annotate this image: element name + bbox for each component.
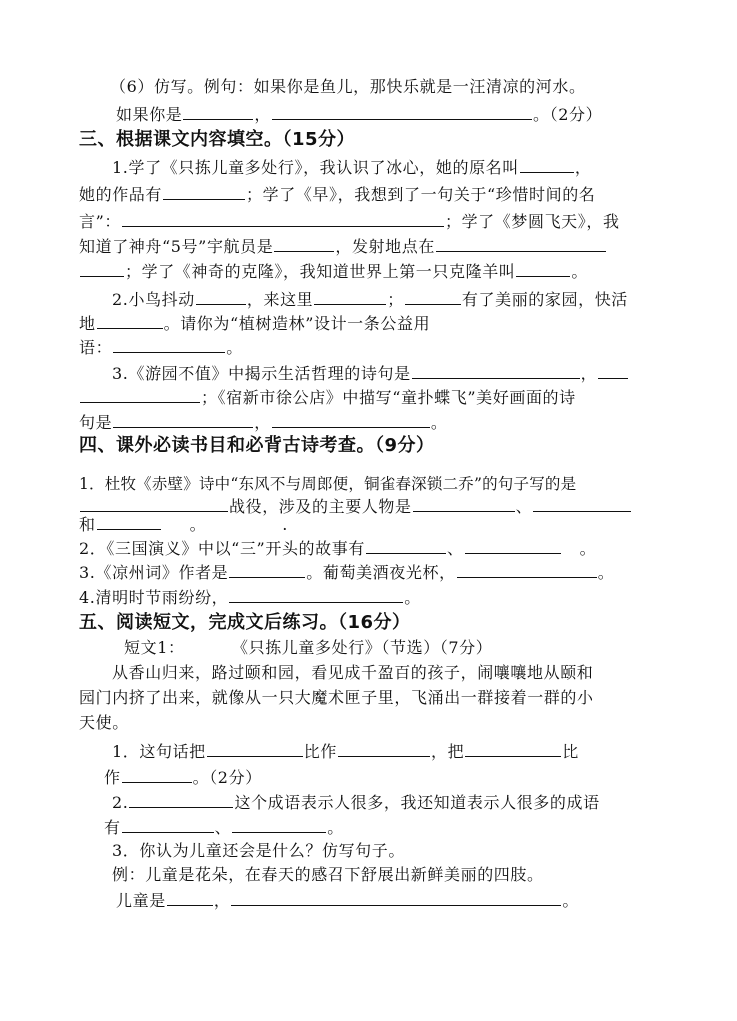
section-3-title: 三、根据课文内容填空。（15分） — [79, 129, 356, 150]
blank[interactable] — [465, 537, 561, 554]
s3-q3-line3: 句是 ， 。 — [79, 413, 448, 432]
s4-q4: 4.清明时节雨纷纷， 。 — [79, 588, 421, 607]
passage-label: 短文1： — [124, 638, 185, 657]
q6-example: （6）仿写。例句：如果你是鱼儿，那快乐就是一汪清凉的河水。 — [110, 77, 586, 96]
blank[interactable] — [196, 288, 246, 305]
s3-q2-line2: 地 。请你为“植树造林”设计一条公益用 — [79, 314, 431, 333]
blank[interactable] — [80, 495, 228, 512]
blank[interactable] — [533, 495, 631, 512]
blank[interactable] — [163, 183, 245, 200]
blank[interactable] — [229, 561, 305, 578]
passage-line-3: 天使。 — [79, 713, 129, 732]
blank[interactable] — [274, 235, 334, 252]
blank[interactable] — [229, 586, 403, 603]
section-4-title: 四、课外必读书目和必背古诗考查。（9分） — [79, 435, 435, 456]
blank[interactable] — [97, 312, 163, 329]
s3-q1-line2: 她的作品有 ；学了《早》，我想到了一句关于“珍惜时间的名 — [79, 185, 596, 204]
blank[interactable] — [366, 537, 446, 554]
s5-q3-line1: 3．你认为儿童还会是什么？仿写句子。 — [112, 841, 405, 860]
s5-q3-answer-line: 儿童是 ， 。 — [116, 891, 580, 910]
s3-q1-line3: 言”： ；学了《梦圆飞天》，我 — [79, 212, 620, 231]
s3-q1-line1: 1.学了《只拣儿童多处行》，我认识了冰心，她的原名叫 ， — [112, 158, 592, 177]
s4-q1-line2: 战役，涉及的主要人物是 、 — [79, 495, 632, 518]
s3-q3-line2: ；《宿新市徐公店》中描写“童扑蝶飞”美好画面的诗 — [79, 386, 576, 409]
blank[interactable] — [97, 513, 161, 530]
blank[interactable] — [436, 235, 606, 252]
s3-q2-line1: 2.小鸟抖动 ，来这里 ； 有了美丽的家园，快活 — [112, 290, 628, 309]
blank[interactable] — [413, 495, 515, 512]
blank[interactable] — [80, 386, 200, 403]
s4-q1-line3: 和 。 . — [79, 515, 288, 534]
s4-q2: 2．《三国演义》中以“三”开头的故事有 、 。 — [79, 539, 597, 558]
blank[interactable] — [232, 816, 326, 833]
passage-title: 《只拣儿童多处行》（节选）（7分） — [232, 638, 493, 657]
blank[interactable] — [122, 210, 444, 227]
s5-q1-line2: 作 。（2分） — [104, 768, 262, 787]
blank[interactable] — [129, 791, 233, 808]
blank[interactable] — [520, 156, 574, 173]
s3-q1-line4: 知道了神舟“5号”宇航员是 ，发射地点在 — [79, 235, 607, 258]
blank[interactable] — [207, 740, 303, 757]
s3-q3-line1: 3.《游园不值》中揭示生活哲理的诗句是 ， — [112, 362, 629, 385]
s5-q2-line2: 有 、 。 — [104, 818, 344, 837]
blank[interactable] — [516, 260, 570, 277]
blank[interactable] — [598, 362, 628, 379]
blank[interactable] — [272, 103, 532, 120]
blank[interactable] — [167, 889, 213, 906]
s5-q1-line1: 1．这句话把 比作 ，把 比 — [112, 742, 579, 761]
blank[interactable] — [113, 411, 253, 428]
passage-line-2: 园门内挤了出来，就像从一只大魔术匣子里，飞涌出一群接着一群的小 — [79, 688, 594, 707]
s4-q1-line1: 1．杜牧《赤壁》诗中“东风不与周郎便，铜雀春深锁二乔”的句子写的是 — [79, 475, 577, 493]
q6-answer-line: 如果你是 ， 。（2分） — [116, 105, 603, 124]
blank[interactable] — [80, 260, 124, 277]
blank[interactable] — [122, 766, 192, 783]
s3-q2-line3: 语： 。 — [79, 338, 243, 357]
blank[interactable] — [272, 411, 430, 428]
blank[interactable] — [412, 362, 580, 379]
blank[interactable] — [338, 740, 430, 757]
s5-q3-example: 例：儿童是花朵，在春天的感召下舒展出新鲜美丽的四肢。 — [112, 865, 544, 884]
s3-q1-line5: ；学了《神奇的克隆》，我知道世界上第一只克隆羊叫 。 — [79, 260, 588, 283]
blank[interactable] — [465, 740, 561, 757]
blank[interactable] — [457, 561, 597, 578]
blank[interactable] — [122, 816, 214, 833]
s5-q2-line1: 2. 这个成语表示人很多，我还知道表示人很多的成语 — [112, 793, 600, 812]
s4-q3: 3.《凉州词》作者是 。葡萄美酒夜光杯， 。 — [79, 563, 615, 582]
blank[interactable] — [183, 103, 253, 120]
section-5-title: 五、阅读短文，完成文后练习。（16分） — [79, 612, 411, 633]
blank[interactable] — [113, 336, 225, 353]
passage-line-1: 从香山归来，路过颐和园，看见成千盈百的孩子，闹嚷嚷地从颐和 — [112, 663, 594, 682]
blank[interactable] — [405, 288, 461, 305]
blank[interactable] — [314, 288, 386, 305]
blank[interactable] — [231, 889, 561, 906]
